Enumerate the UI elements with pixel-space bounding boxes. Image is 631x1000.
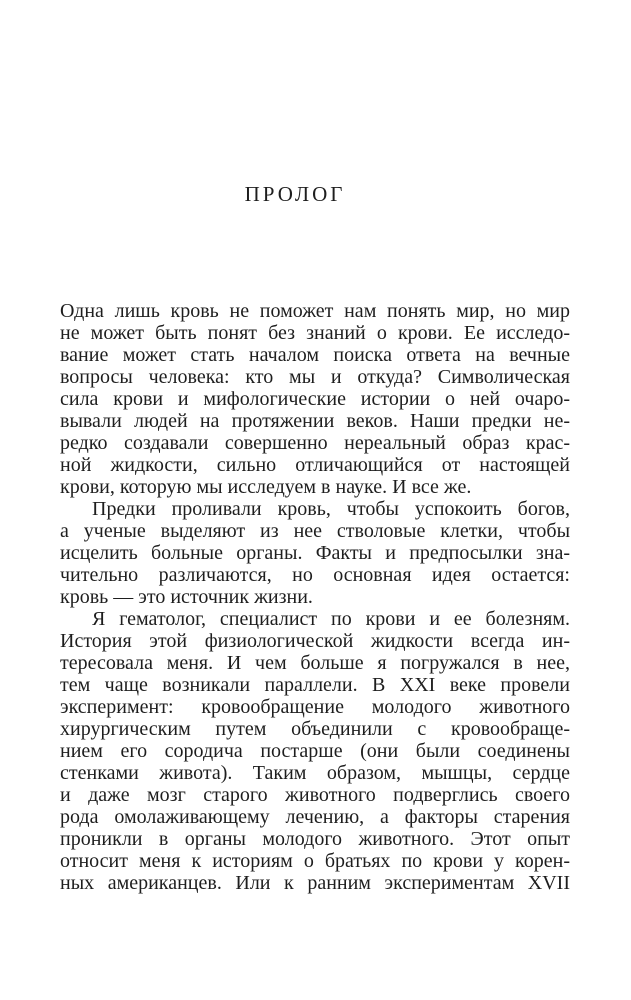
text-line: Я гематолог, специалист по крови и ее болезням. (92, 608, 570, 630)
text-line: а ученые выделяют из нее стволовые клетки, чтобы (60, 520, 570, 542)
text-line: вопросы человека: кто мы и откуда? Символическая (60, 366, 570, 388)
text-line: История этой физиологической жидкости всегда ин- (60, 630, 570, 652)
paragraph (60, 608, 570, 894)
text-line: и даже мозг старого животного подверглись своего (60, 784, 570, 806)
text-line: рода омолаживающему лечению, а факторы старения (60, 806, 570, 828)
text-line: кровь — это источник жизни. (60, 586, 313, 608)
text-line: вание может стать началом поиска ответа на вечные (60, 344, 570, 366)
text-line: Предки проливали кровь, чтобы успокоить богов, (92, 498, 570, 520)
text-line: Одна лишь кровь не поможет нам понять мир, но мир (60, 300, 570, 322)
text-line: чительно различаются, но основная идея остается: (60, 564, 570, 586)
paragraph (60, 300, 570, 498)
body-text (60, 300, 570, 894)
text-line: не может быть понят без знаний о крови. Ее исследо- (60, 322, 570, 344)
text-line: тересовала меня. И чем больше я погружался в нее, (60, 652, 570, 674)
text-line: крови, которую мы исследуем в науке. И все же. (60, 476, 472, 498)
text-line: редко создавали совершенно нереальный образ крас- (60, 432, 570, 454)
text-line: тем чаще возникали параллели. В XXI веке провели (60, 674, 570, 696)
paragraph (60, 498, 570, 608)
text-line: эксперимент: кровообращение молодого животного (60, 696, 570, 718)
text-line: хирургическим путем объединили с кровообраще- (60, 718, 570, 740)
text-line: нием его сородича постарше (они были соединены (60, 740, 570, 762)
text-line: относит меня к историям о братьях по крови у корен- (60, 850, 570, 872)
text-line: ной жидкости, сильно отличающийся от настоящей (60, 454, 570, 476)
chapter-title: ПРОЛОГ (244, 182, 346, 206)
text-line: стенками живота). Таким образом, мышцы, сердце (60, 762, 570, 784)
text-line: проникли в органы молодого животного. Этот опыт (60, 828, 570, 850)
text-line: вывали людей на протяжении веков. Наши предки не- (60, 410, 570, 432)
text-line: исцелить больные органы. Факты и предпосылки зна- (60, 542, 570, 564)
text-line: ных американцев. Или к ранним экспериментам XVII (60, 872, 570, 894)
text-line: сила крови и мифологические истории о ней очаро- (60, 388, 570, 410)
